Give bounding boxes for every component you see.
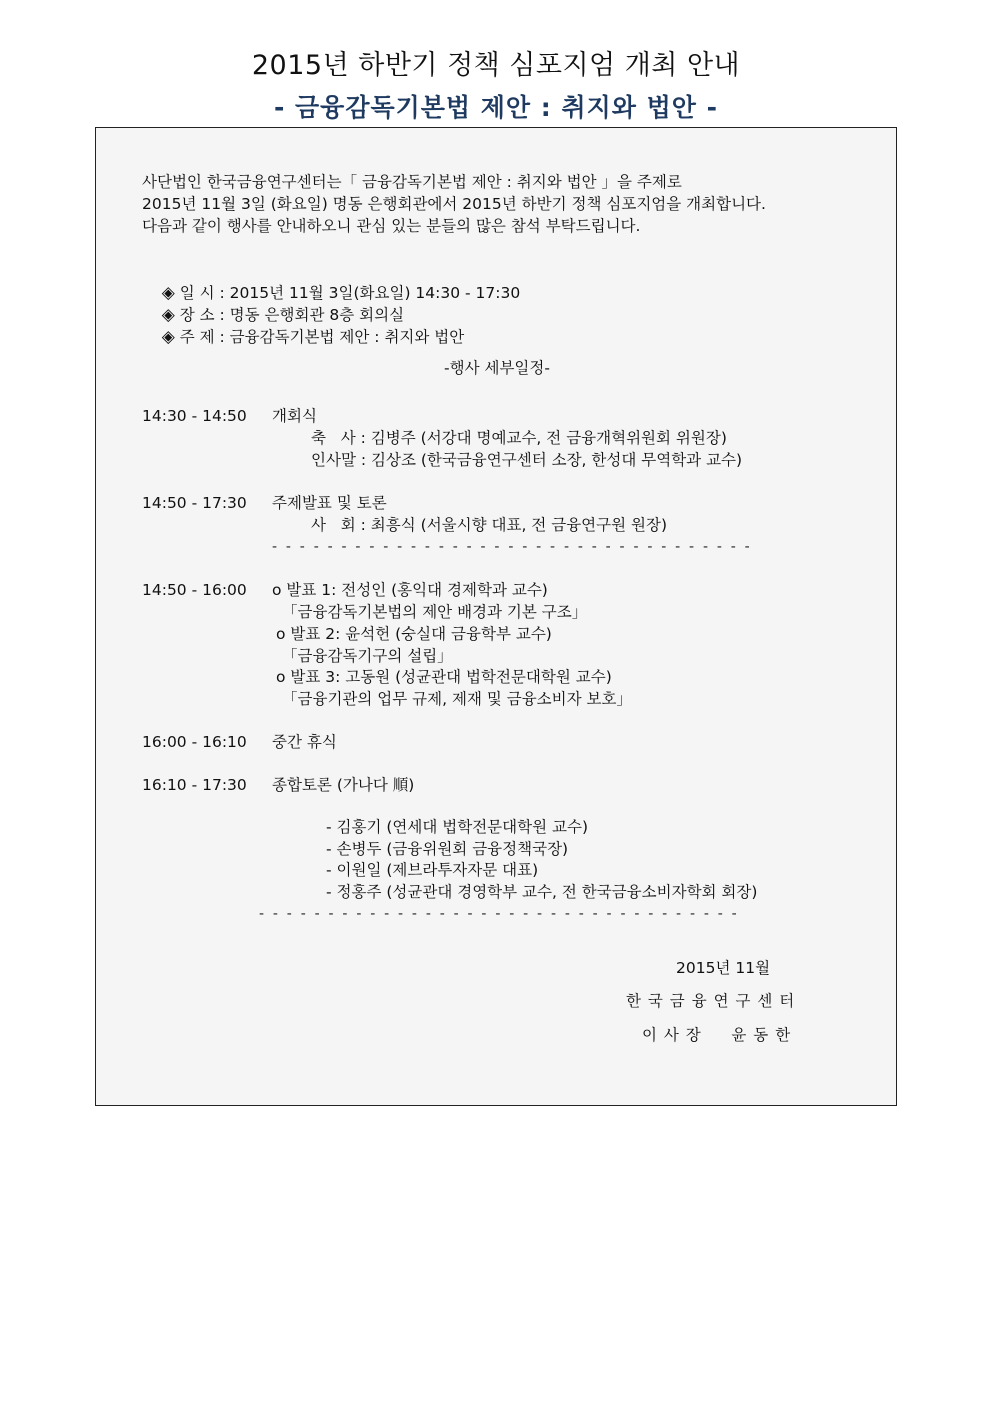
- footer-date: 2015년 11월: [676, 959, 771, 977]
- schedule-time: 14:50 - 17:30: [142, 494, 247, 512]
- panelist: - 손병두 (금융위원회 금융정책국장): [326, 840, 569, 858]
- panelist: - 이원일 (제브라투자자문 대표): [326, 861, 539, 879]
- diamond-bullet-icon: ◈: [161, 327, 175, 347]
- presentation-title: 「금융감독기구의 설립」: [282, 647, 453, 665]
- page-subtitle: - 금융감독기본법 제안 : 취지와 법안 -: [273, 93, 719, 122]
- schedule-heading: -행사 세부일정-: [444, 359, 550, 377]
- presentation-title: 「금융감독기본법의 제안 배경과 기본 구조」: [282, 603, 588, 621]
- schedule-time: 16:00 - 16:10: [142, 733, 247, 751]
- presentation-item: ο 발표 1: 전성인 (홍익대 경제학과 교수): [272, 581, 548, 599]
- intro-line: 2015년 11월 3일 (화요일) 명동 은행회관에서 2015년 하반기 정책 심포지엄을 개최합니다.: [142, 195, 766, 213]
- schedule-item: 개회식: [272, 407, 317, 425]
- schedule-item: 중간 휴식: [272, 733, 337, 751]
- intro-line: 다음과 같이 행사를 안내하오니 관심 있는 분들의 많은 참석 부탁드립니다.: [142, 217, 641, 235]
- panelist: - 김홍기 (연세대 법학전문대학원 교수): [326, 818, 588, 836]
- schedule-detail: 인사말 : 김상조 (한국금융연구센터 소장, 한성대 무역학과 교수): [311, 451, 743, 469]
- info-date-text: 일 시 : 2015년 11월 3일(화요일) 14:30 - 17:30: [179, 284, 521, 302]
- presentation-item: ο 발표 2: 윤석헌 (숭실대 금융학부 교수): [276, 625, 552, 643]
- footer-chairman: 이 사 장 윤 동 한: [642, 1026, 792, 1044]
- page-title: 2015년 하반기 정책 심포지엄 개최 안내: [251, 50, 741, 81]
- presentation-title: 「금융기관의 업무 규제, 제재 및 금융소비자 보호」: [282, 690, 632, 708]
- info-topic-text: 주 제 : 금융감독기본법 제안 : 취지와 법안: [179, 328, 465, 346]
- schedule-time: 14:30 - 14:50: [142, 407, 247, 425]
- intro-line: 사단법인 한국금융연구센터는「 금융감독기본법 제안 : 취지와 법안 」을 주제로: [142, 173, 682, 191]
- panelist: - 정홍주 (성균관대 경영학부 교수, 전 한국금융소비자학회 회장): [326, 883, 758, 901]
- diamond-bullet-icon: ◈: [161, 283, 175, 303]
- schedule-time: 16:10 - 17:30: [142, 776, 247, 794]
- notice-box: [95, 127, 897, 1106]
- diamond-bullet-icon: ◈: [161, 305, 175, 325]
- divider: - - - - - - - - - - - - - - - - - - - - - - - - - - - - - - - - - - -: [259, 906, 739, 922]
- schedule-detail: 사 회 : 최흥식 (서울시향 대표, 전 금융연구원 원장): [311, 516, 668, 534]
- schedule-detail: 축 사 : 김병주 (서강대 명예교수, 전 금융개혁위원회 위원장): [311, 429, 727, 447]
- schedule-item: 종합토론 (가나다 順): [272, 776, 415, 794]
- schedule-item: 주제발표 및 토론: [272, 494, 387, 512]
- presentation-item: ο 발표 3: 고동원 (성균관대 법학전문대학원 교수): [276, 668, 612, 686]
- footer-organization: 한 국 금 융 연 구 센 터: [626, 992, 796, 1010]
- divider: - - - - - - - - - - - - - - - - - - - - - - - - - - - - - - - - - - -: [272, 539, 752, 555]
- schedule-time: 14:50 - 16:00: [142, 581, 247, 599]
- info-place-text: 장 소 : 명동 은행회관 8층 회의실: [179, 306, 405, 324]
